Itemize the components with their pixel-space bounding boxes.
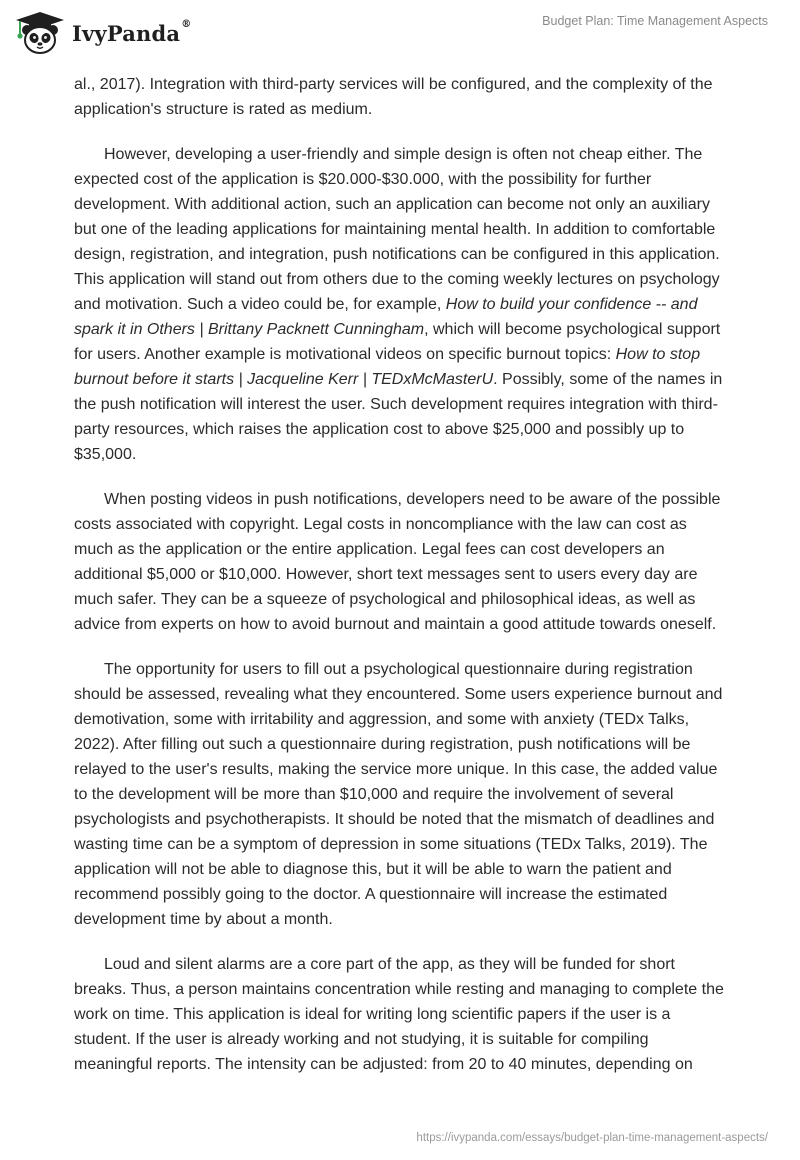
- document-title: Budget Plan: Time Management Aspects: [542, 14, 768, 28]
- panda-graduate-icon: [14, 10, 66, 56]
- source-url[interactable]: https://ivypanda.com/essays/budget-plan-time-management-aspects/: [416, 1132, 768, 1144]
- paragraph: When posting videos in push notifications, developers need to be aware of the possible costs associated with copyright. Legal costs in noncompliance with the law can cost as much as the application or the entire application. Legal fees can cost developers an additional $5,000 or $10,000. However, short text messages sent to users every day are much safer. They can be a squeeze of psychological and philosophical ideas, as well as advice from experts on how to avoid burnout and maintain a good attitude towards oneself.: [74, 491, 721, 633]
- paragraph: Loud and silent alarms are a core part of the app, as they will be funded for short breaks. Thus, a person maintains concentration while resting and managing to complete the work on time. This application is ideal for writing long scientific papers if the user is a student. If the user is already working and not studying, it is suitable for compiling meaningful reports. The intensity can be adjusted: from 20 to 40 minutes, depending on: [74, 956, 724, 1073]
- paragraph: However, developing a user-friendly and simple design is often not cheap either. The expected cost of the application is $20.000-$30.000, with the possibility for further development. With additional action, such an application can become not only an auxiliary but one of the leading applications for maintaining mental health. In addition to comfortable design, registration, and integration, push notifications can be configured in this application. This application will stand out from others due to the coming weekly lectures on psychology and motivation. Such a video could be, for example, How to build your confidence -- and spark it in Others | Brittany Packnett Cunningham, which will become psychological support for users. Another example is motivational videos on specific burnout topics: How to stop burnout before it starts | Jacqueline Kerr | TEDxMcMasterU. Possibly, some of the names in the push notification will interest the user. Such development requires integration with third-party resources, which raises the application cost to above $25,000 and possibly up to $35,000.: [74, 146, 723, 463]
- video-title: How to stop burnout before it starts | Jacqueline Kerr | TEDxMcMasterU: [74, 346, 701, 388]
- page-header: [0, 0, 800, 70]
- essay-body: [74, 72, 730, 1097]
- paragraph: al., 2017). Integration with third-party services will be configured, and the complexity of the application's structure is rated as medium.: [74, 76, 713, 118]
- paragraph: The opportunity for users to fill out a psychological questionnaire during registration should be assessed, revealing what they encountered. Some users experience burnout and demotivation, some with irritability and aggression, and some with anxiety (TEDx Talks, 2022). After filling out such a questionnaire during registration, push notifications will be relayed to the user's results, making the service more unique. In this case, the added value to the development will be more than $10,000 and require the involvement of several psychologists and psychotherapists. It should be noted that the mismatch of deadlines and wasting time can be a symptom of depression in some situations (TEDx Talks, 2019). The application will not be able to diagnose this, but it will be able to warn the patient and recommend possibly going to the doctor. A questionnaire will increase the estimated development time by about a month.: [74, 661, 723, 928]
- ivypanda-logo[interactable]: [14, 10, 191, 56]
- brand-name: IvyPanda®: [72, 18, 192, 46]
- video-title: How to build your confidence -- and spark it in Others | Brittany Packnett Cunningham: [74, 296, 698, 338]
